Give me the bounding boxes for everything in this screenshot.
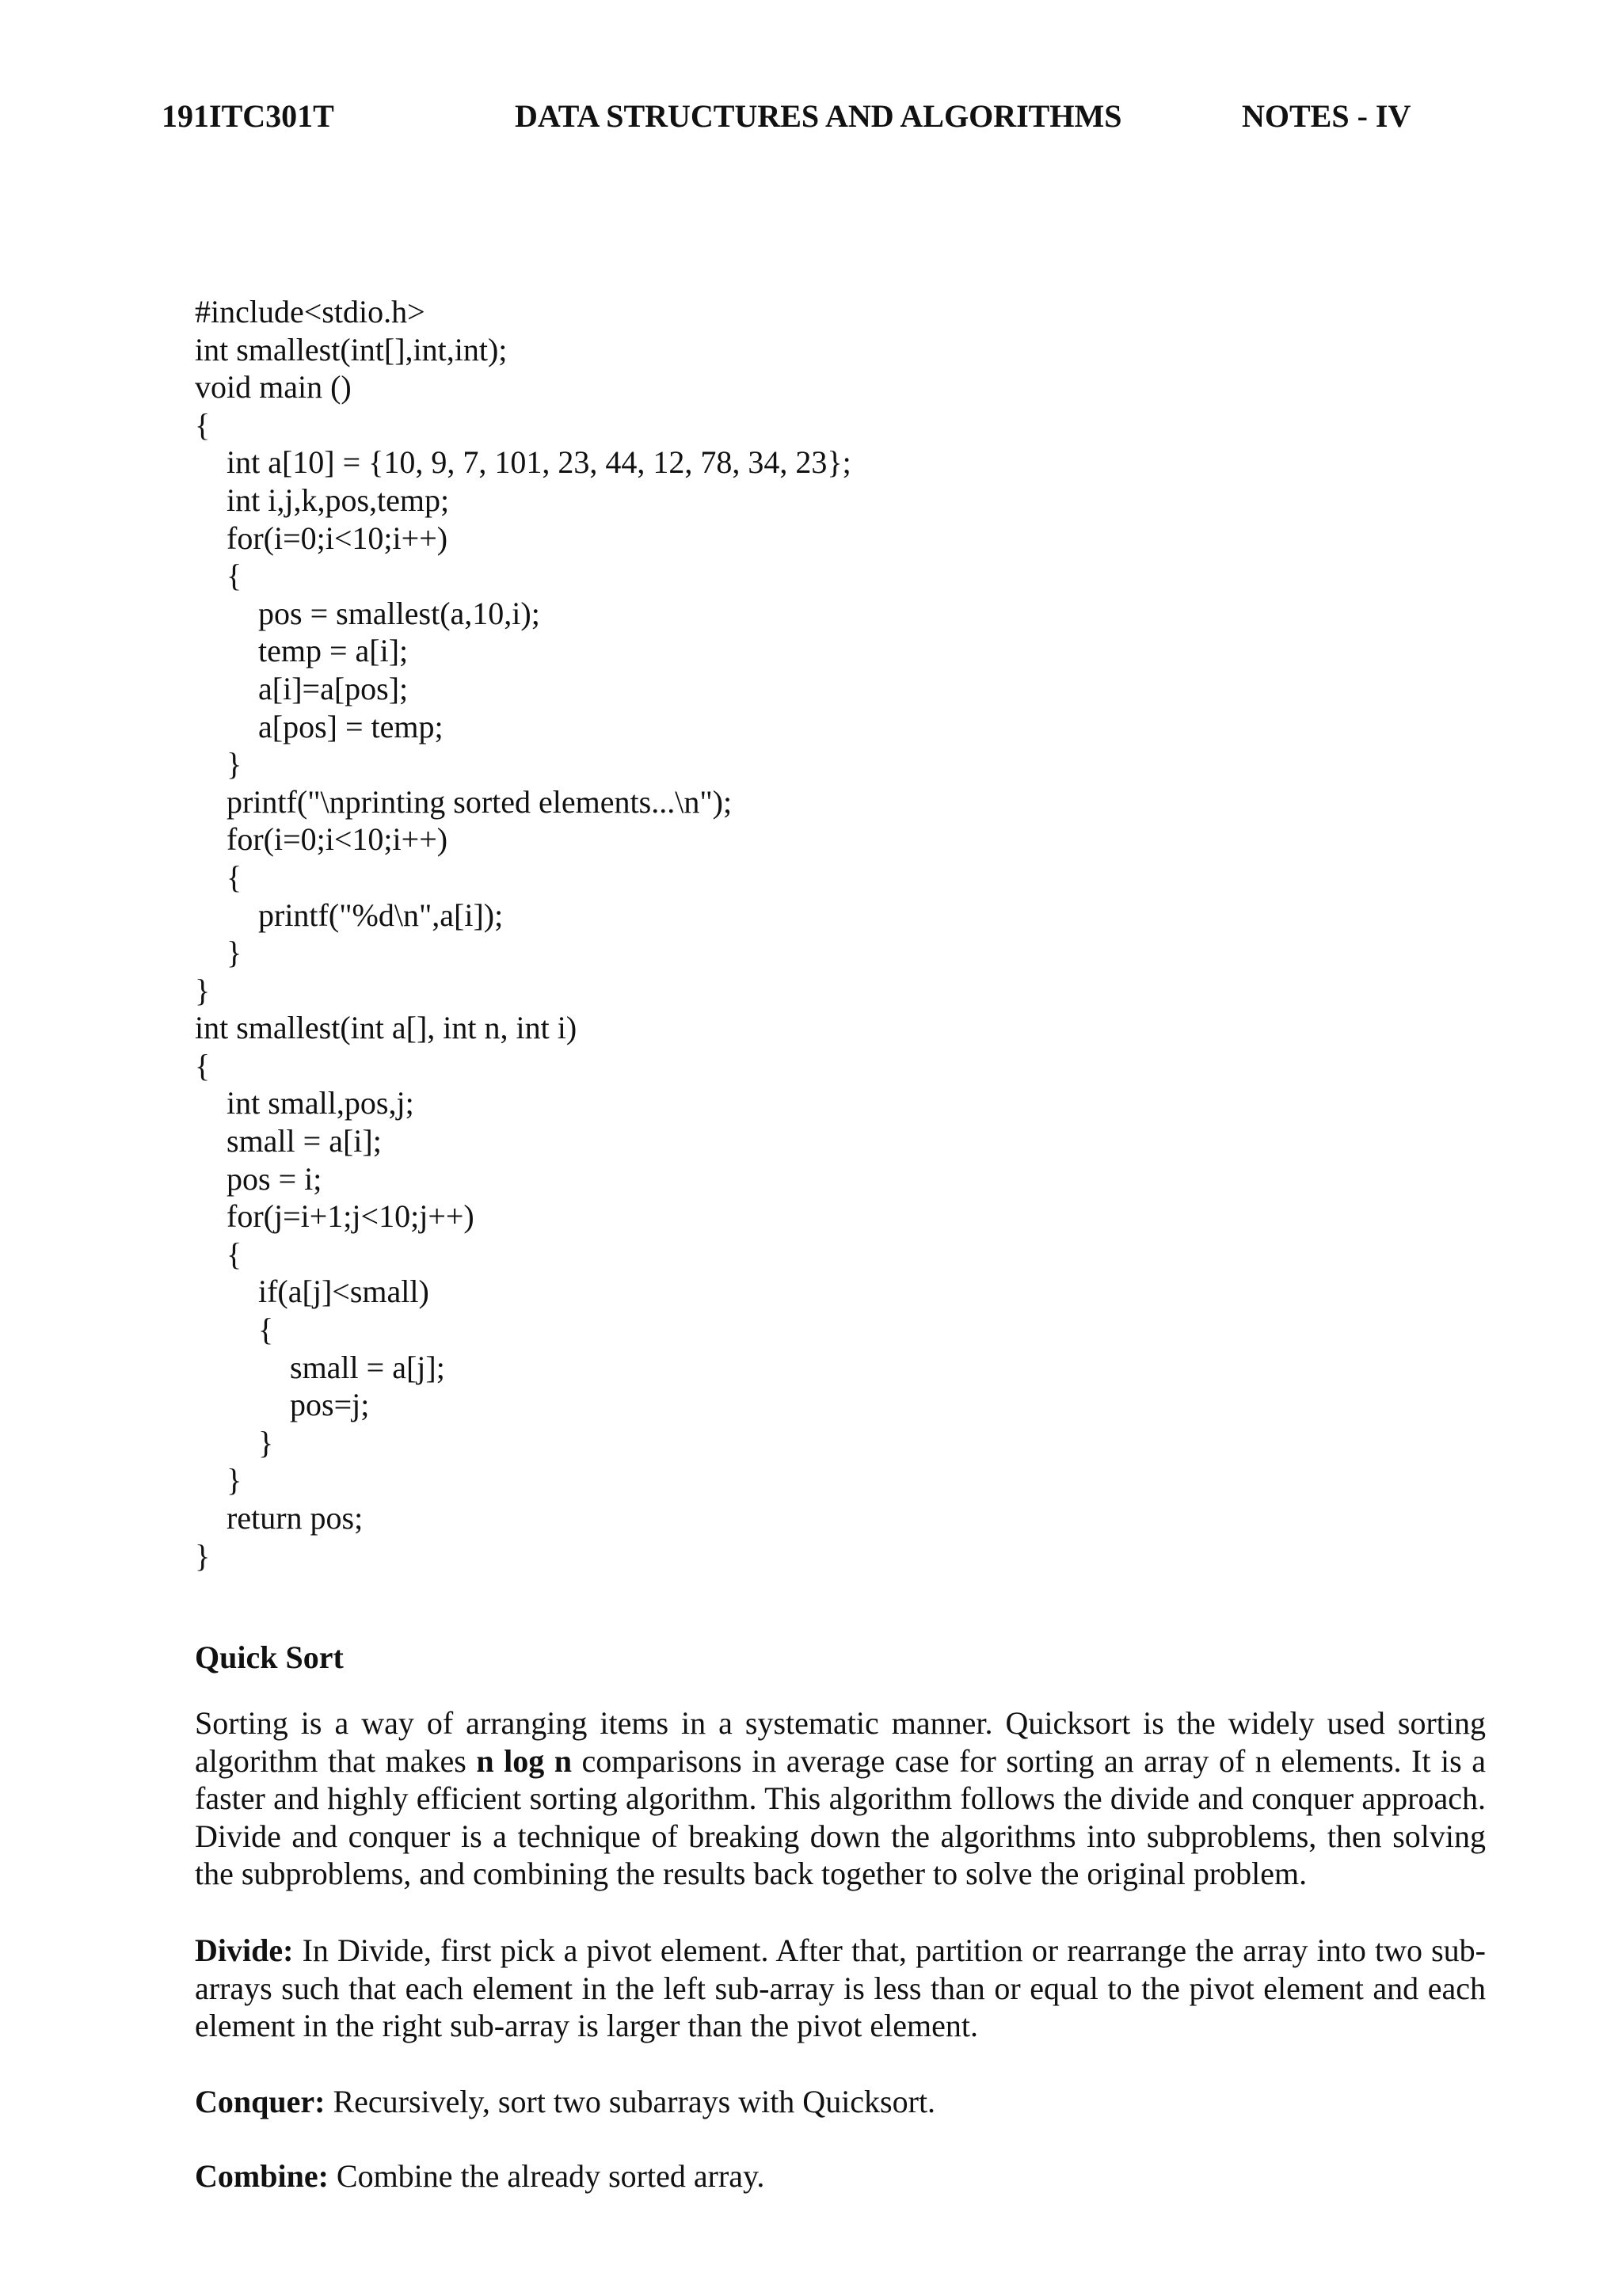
code-line: { [195, 1047, 211, 1083]
code-line: { [195, 1312, 274, 1348]
code-line: for(j=i+1;j<10;j++) [195, 1198, 474, 1235]
code-line: int a[10] = {10, 9, 7, 101, 23, 44, 12, 78, 34, 23}; [195, 444, 851, 481]
code-line: { [195, 1236, 242, 1272]
code-line: pos = smallest(a,10,i); [195, 595, 540, 631]
combine-paragraph [195, 2157, 1486, 2195]
code-line: return pos; [195, 1500, 364, 1536]
combine-label: Combine: [195, 2158, 329, 2194]
code-line: int i,j,k,pos,temp; [195, 482, 450, 518]
code-line: small = a[j]; [195, 1349, 445, 1385]
code-line: for(i=0;i<10;i++) [195, 821, 448, 858]
code-line: temp = a[i]; [195, 633, 409, 669]
code-line: { [195, 406, 211, 443]
course-title: DATA STRUCTURES AND ALGORITHMS [515, 98, 1122, 134]
code-line: a[i]=a[pos]; [195, 670, 409, 706]
code-line: } [195, 935, 242, 971]
intro-bold-term: n log n [476, 1742, 572, 1779]
code-line: for(i=0;i<10;i++) [195, 520, 448, 556]
code-line: } [195, 1537, 211, 1574]
course-code: 191ITC301T [162, 98, 334, 134]
code-line: { [195, 859, 242, 895]
code-line: printf("\nprinting sorted elements...\n"); [195, 783, 733, 820]
intro-paragraph [195, 1704, 1486, 1893]
code-line: int small,pos,j; [195, 1085, 414, 1121]
code-line: a[pos] = temp; [195, 708, 444, 744]
code-line: } [195, 1462, 242, 1498]
intro-text-1: Sorting is a way of arranging items in a systematic manner. Quicksort is the widely used sorting algorithm that makes [195, 1705, 1486, 1779]
conquer-text: Recursively, sort two subarrays with Quicksort. [325, 2084, 936, 2119]
code-line: } [195, 972, 211, 1008]
code-line: } [195, 746, 242, 782]
code-line: #include<stdio.h> [195, 294, 425, 329]
conquer-label: Conquer: [195, 2084, 326, 2119]
combine-text: Combine the already sorted array. [328, 2158, 765, 2194]
divide-paragraph [195, 1932, 1486, 2045]
code-line: if(a[j]<small) [195, 1274, 429, 1310]
code-line: { [195, 558, 242, 594]
code-line: printf("%d\n",a[i]); [195, 897, 504, 933]
code-line: pos=j; [195, 1387, 370, 1423]
intro-text-2: comparisons in average case for sorting an array of n elements. It is a faster and highly efficient sorting algorithm. This algorithm follows the divide and conquer approach. Divide and conquer is a technique of breaking down the algorithms into subproblems, then solving the subproblems, and combining the results back together to solve the original problem. [195, 1742, 1486, 1892]
notes-label: NOTES - IV [1242, 98, 1411, 134]
divide-text: In Divide, first pick a pivot element. After that, partition or rearrange the array into two sub-arrays such that each element in the left sub-array is less than or equal to the pivot element and each element in the right sub-array is larger than the pivot element. [195, 1932, 1486, 2044]
code-line: pos = i; [195, 1160, 322, 1197]
code-line: } [195, 1424, 274, 1460]
code-line: small = a[i]; [195, 1123, 382, 1159]
code-line: void main () [195, 369, 352, 406]
conquer-paragraph [195, 2083, 1486, 2121]
divide-label: Divide: [195, 1932, 294, 1968]
section-heading: Quick Sort [195, 1639, 344, 1675]
code-listing [195, 293, 851, 1574]
code-line: int smallest(int[],int,int); [195, 331, 508, 367]
code-line: int smallest(int a[], int n, int i) [195, 1010, 577, 1046]
